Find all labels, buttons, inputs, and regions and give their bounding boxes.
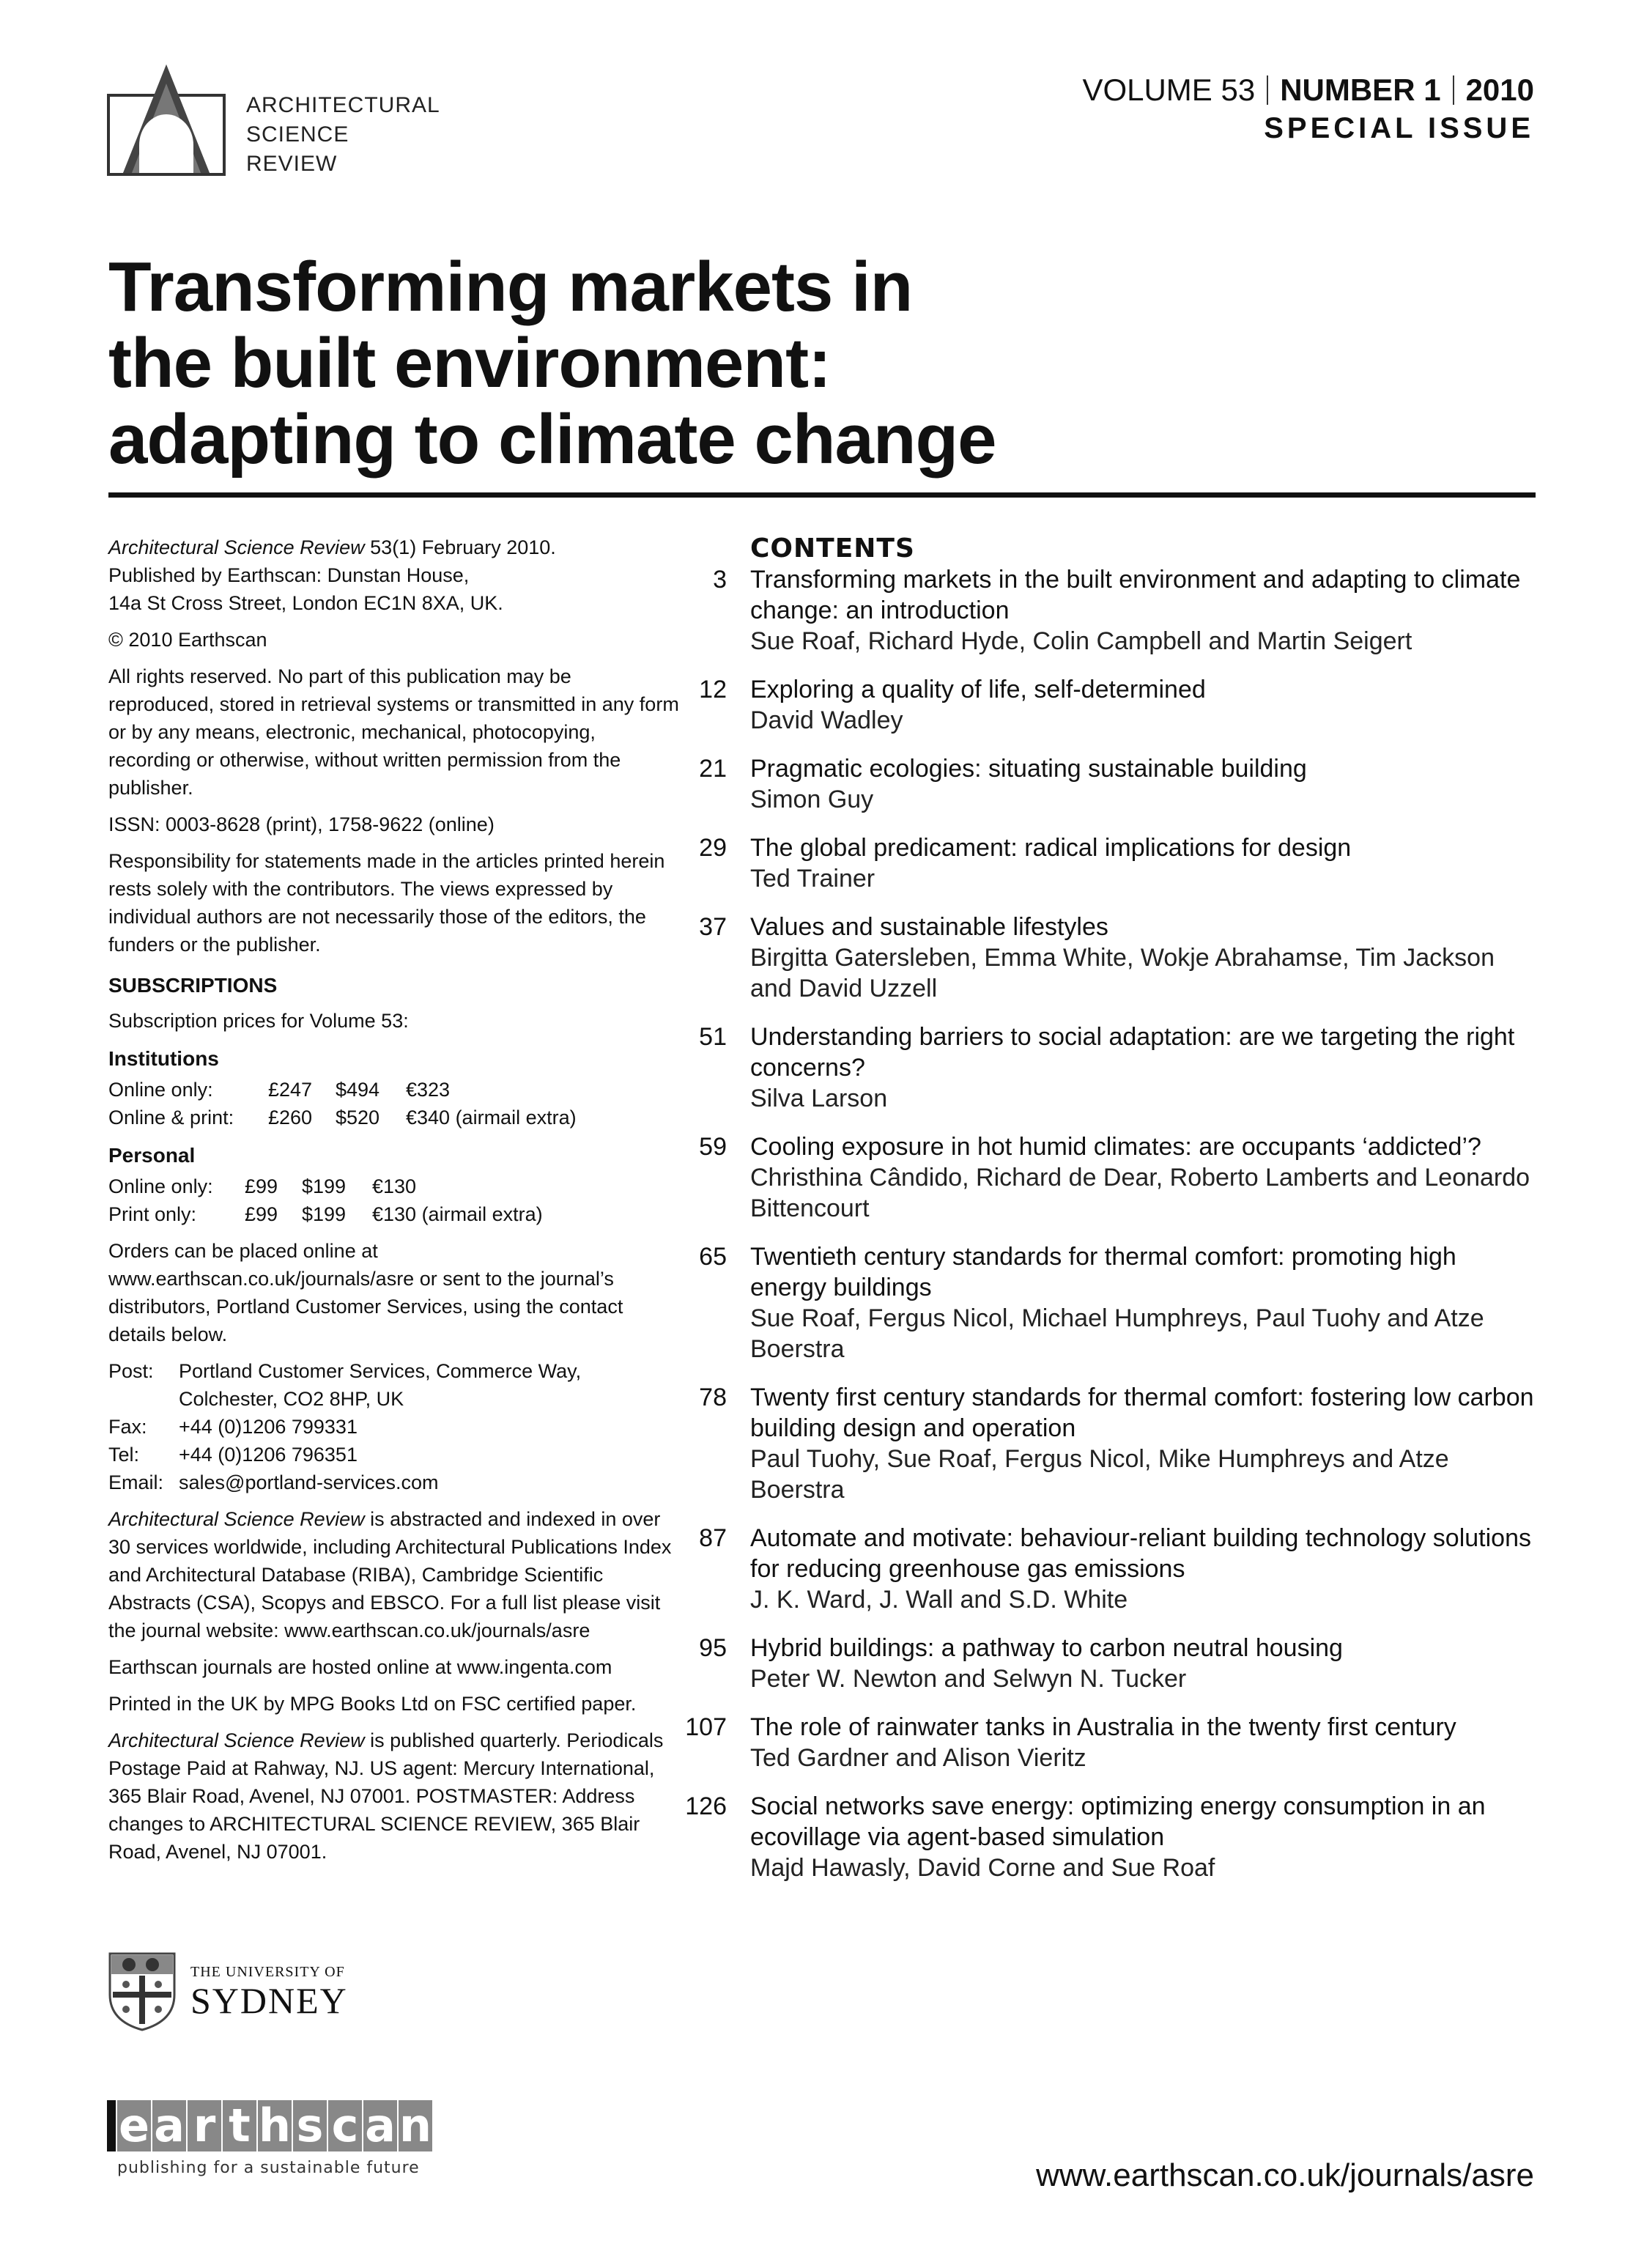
journal-name: Architectural Science Review <box>108 1508 365 1530</box>
university-crest-icon <box>107 1951 177 2031</box>
title-line: Transforming markets in <box>108 248 913 326</box>
contact-label: Post: <box>108 1360 154 1382</box>
issue-info <box>1082 72 1534 148</box>
entry-page-number: 78 <box>699 1384 727 1411</box>
contents-entry[interactable] <box>659 912 1539 1004</box>
wordmark-letter: r <box>188 2100 221 2151</box>
wordmark-letter: h <box>258 2099 292 2152</box>
number: NUMBER 1 <box>1280 73 1441 107</box>
contents-heading: CONTENTS <box>750 533 915 564</box>
entry-page-number: 21 <box>699 755 727 783</box>
entry-page-number: 59 <box>699 1133 727 1161</box>
entry-body <box>750 1633 1539 1694</box>
wordmark-letter: n <box>399 2099 432 2152</box>
entry-page-number: 3 <box>713 566 727 594</box>
entry-body <box>750 753 1539 815</box>
entry-authors: David Wadley <box>750 706 903 734</box>
entry-title: Twentieth century standards for thermal comfort: promoting high energy buildings <box>750 1243 1456 1301</box>
price-eur: €130 (airmail extra) <box>372 1203 543 1225</box>
entry-title: Transforming markets in the built environment and adapting to climate change: an introduction <box>750 566 1521 624</box>
journal-logo <box>107 63 473 180</box>
page-title <box>108 249 996 478</box>
price-gbp: £99 <box>245 1203 278 1225</box>
price-usd: $199 <box>302 1203 347 1225</box>
price-label: Print only: <box>108 1203 197 1225</box>
publisher-line: Published by Earthscan: Dunstan House, <box>108 564 470 586</box>
wordmark-bar <box>107 2100 116 2151</box>
responsibility-statement: Responsibility for statements made in the articles printed herein rests solely with the contributors. The views expressed by individual authors are not necessarily those of the editors, the funders or the publisher. <box>108 850 665 956</box>
entry-body <box>750 912 1539 1004</box>
printer-text: Printed in the UK by MPG Books Ltd on FSC certified paper. <box>108 1693 637 1715</box>
price-usd: $199 <box>302 1175 347 1197</box>
contact-value: Portland Customer Services, Commerce Way, Colchester, CO2 8HP, UK <box>179 1360 582 1410</box>
orders-text: Orders can be placed online at www.earthscan.co.uk/journals/asre or sent to the journal’s distributors, Portland Customer Services, using the contact details below. <box>108 1240 623 1345</box>
contact-label: Tel: <box>108 1444 140 1466</box>
entry-page-number: 126 <box>685 1792 727 1820</box>
entry-body <box>750 564 1539 657</box>
wordmark-letter: a <box>363 2100 397 2151</box>
contact-label: Fax: <box>108 1416 147 1438</box>
journal-url[interactable]: www.earthscan.co.uk/journals/asre <box>1036 2157 1534 2193</box>
title-line: the built environment: <box>108 324 831 402</box>
journal-name: Architectural Science Review <box>108 536 365 558</box>
price-row <box>108 1104 680 1131</box>
price-label: Online only: <box>108 1175 213 1197</box>
entry-body <box>750 1382 1539 1505</box>
contents-entry[interactable] <box>659 564 1539 657</box>
entry-authors: Simon Guy <box>750 786 874 813</box>
separator <box>1267 75 1268 105</box>
contact-value: sales@portland-services.com <box>179 1471 439 1493</box>
postage-text <box>108 1726 680 1866</box>
entry-title: Exploring a quality of life, self-determined <box>750 676 1206 703</box>
entry-authors: Ted Gardner and Alison Vieritz <box>750 1744 1086 1772</box>
entry-authors: Sue Roaf, Richard Hyde, Colin Campbell and Martin Seigert <box>750 627 1412 655</box>
price-eur: €323 <box>406 1079 451 1101</box>
arch-logo-icon <box>107 63 226 177</box>
entry-title: The role of rainwater tanks in Australia in the twenty first century <box>750 1713 1456 1741</box>
earthscan-logo <box>107 2100 451 2188</box>
personal-prices <box>108 1172 680 1228</box>
wordmark-letter: s <box>293 2100 327 2151</box>
entry-title: Social networks save energy: optimizing energy consumption in an ecovillage via agent-based simulation <box>750 1792 1486 1851</box>
separator <box>1453 75 1454 105</box>
earthscan-wordmark <box>107 2100 434 2151</box>
logo-line: SCIENCE <box>246 122 349 147</box>
contents-entry[interactable] <box>659 753 1539 815</box>
entry-page-number: 12 <box>699 676 727 703</box>
logo-line: REVIEW <box>246 152 338 176</box>
entry-authors: Silva Larson <box>750 1085 888 1112</box>
entry-title: Pragmatic ecologies: situating sustainable building <box>750 755 1307 783</box>
contents-entry[interactable] <box>659 674 1539 736</box>
contents-entry[interactable] <box>659 1712 1539 1773</box>
entry-page-number: 87 <box>699 1524 727 1552</box>
entry-title: Understanding barriers to social adaptation: are we targeting the right concerns? <box>750 1023 1515 1082</box>
wordmark-letter: e <box>118 2099 150 2152</box>
contents-entry[interactable] <box>659 1633 1539 1694</box>
price-usd: $494 <box>336 1079 380 1101</box>
subscriptions-intro: Subscription prices for Volume 53: <box>108 1010 409 1032</box>
entry-authors: Paul Tuohy, Sue Roaf, Fergus Nicol, Mike Humphreys and Atze Boerstra <box>750 1445 1449 1504</box>
year: 2010 <box>1465 73 1534 107</box>
price-usd: $520 <box>336 1107 380 1129</box>
contact-value: +44 (0)1206 796351 <box>179 1444 358 1466</box>
personal-heading: Personal <box>108 1144 196 1167</box>
entry-page-number: 107 <box>685 1713 727 1741</box>
entry-authors: Peter W. Newton and Selwyn N. Tucker <box>750 1665 1187 1693</box>
logo-wordmark <box>246 91 440 179</box>
publisher-line: 14a St Cross Street, London EC1N 8XA, UK. <box>108 592 503 614</box>
entry-body <box>750 1712 1539 1773</box>
contact-tel <box>108 1441 680 1469</box>
entry-authors: Birgitta Gatersleben, Emma White, Wokje Abrahamse, Tim Jackson and David Uzzell <box>750 944 1495 1002</box>
entry-page-number: 29 <box>699 834 727 862</box>
contents-entry[interactable] <box>659 832 1539 894</box>
contact-value: +44 (0)1206 799331 <box>179 1416 358 1438</box>
contents-entry[interactable] <box>659 1022 1539 1114</box>
institutions-heading: Institutions <box>108 1047 219 1070</box>
entry-page-number: 51 <box>699 1023 727 1051</box>
entry-title: Automate and motivate: behaviour-reliant building technology solutions for reducing greenhouse gas emissions <box>750 1524 1531 1583</box>
entry-body <box>750 674 1539 736</box>
contents-entry[interactable] <box>659 1241 1539 1364</box>
contents-list <box>659 564 1539 1883</box>
entry-body <box>750 832 1539 894</box>
special-issue-label: SPECIAL ISSUE <box>1264 112 1534 144</box>
contents-entry[interactable] <box>659 1131 1539 1224</box>
entry-body <box>750 1022 1539 1114</box>
entry-authors: J. K. Ward, J. Wall and S.D. White <box>750 1586 1128 1614</box>
journal-name: Architectural Science Review <box>108 1729 365 1751</box>
entry-title: Cooling exposure in hot humid climates: are occupants ‘addicted’? <box>750 1133 1481 1161</box>
wordmark-letter: c <box>328 2100 362 2151</box>
entry-title: Values and sustainable lifestyles <box>750 913 1108 941</box>
divider <box>108 492 1536 498</box>
hosting-text: Earthscan journals are hosted online at www.ingenta.com <box>108 1656 612 1678</box>
entry-title: Hybrid buildings: a pathway to carbon neutral housing <box>750 1634 1343 1662</box>
price-gbp: £260 <box>268 1107 313 1129</box>
entry-title: Twenty first century standards for thermal comfort: fostering low carbon building design and operation <box>750 1384 1534 1442</box>
university-name: SYDNEY <box>190 1980 348 2021</box>
price-eur: €340 (airmail extra) <box>406 1107 577 1129</box>
price-eur: €130 <box>372 1175 417 1197</box>
entry-body <box>750 1523 1539 1615</box>
entry-page-number: 65 <box>699 1243 727 1271</box>
university-small-text: THE UNIVERSITY OF <box>190 1964 345 1980</box>
earthscan-tagline: publishing for a sustainable future <box>117 2159 420 2177</box>
title-line: adapting to climate change <box>108 400 996 479</box>
entry-body <box>750 1241 1539 1364</box>
price-label: Online only: <box>108 1079 213 1101</box>
wordmark-letter: t <box>223 2100 256 2151</box>
entry-authors: Ted Trainer <box>750 865 875 893</box>
contact-label: Email: <box>108 1471 164 1493</box>
subscriptions-heading: SUBSCRIPTIONS <box>108 974 278 997</box>
contents-entry[interactable] <box>659 1523 1539 1615</box>
postage-detail: is published quarterly. Periodicals Postage Paid at Rahway, NJ. US agent: Mercury International, 365 Blair Road, Avenel, NJ 07001. POSTMASTER: Address changes to ARCHITECTURAL SCIENCE REVIEW, 365 Blair Road, Avenel, NJ 07001. <box>108 1729 664 1863</box>
copyright: © 2010 Earthscan <box>108 629 267 651</box>
publication-info <box>108 533 680 1874</box>
institutions-prices <box>108 1076 680 1131</box>
table-of-contents <box>659 533 1539 1901</box>
price-gbp: £99 <box>245 1175 278 1197</box>
entry-authors: Majd Hawasly, David Corne and Sue Roaf <box>750 1854 1215 1882</box>
price-label: Online & print: <box>108 1107 234 1129</box>
volume: VOLUME 53 <box>1082 73 1256 107</box>
contact-email <box>108 1469 680 1496</box>
citation-detail: 53(1) February 2010. <box>364 536 556 558</box>
entry-body <box>750 1791 1539 1883</box>
price-row <box>108 1076 680 1104</box>
entry-body <box>750 1131 1539 1224</box>
university-of-sydney-logo <box>107 1951 348 2031</box>
price-gbp: £247 <box>268 1079 313 1101</box>
price-row <box>108 1200 680 1228</box>
entry-page-number: 95 <box>699 1634 727 1662</box>
entry-authors: Sue Roaf, Fergus Nicol, Michael Humphreys, Paul Tuohy and Atze Boerstra <box>750 1304 1484 1363</box>
entry-page-number: 37 <box>699 913 727 941</box>
contact-fax <box>108 1413 680 1441</box>
contact-post <box>108 1357 680 1413</box>
contents-entry[interactable] <box>659 1382 1539 1505</box>
entry-title: The global predicament: radical implications for design <box>750 834 1352 862</box>
logo-line: ARCHITECTURAL <box>246 93 440 117</box>
entry-authors: Christhina Cândido, Richard de Dear, Roberto Lamberts and Leonardo Bittencourt <box>750 1164 1530 1222</box>
citation <box>108 533 680 617</box>
issn: ISSN: 0003-8628 (print), 1758-9622 (online) <box>108 813 495 835</box>
contact-details <box>108 1357 680 1496</box>
contents-entry[interactable] <box>659 1791 1539 1883</box>
indexing-detail: is abstracted and indexed in over 30 services worldwide, including Architectural Publications Index and Architectural Database (RIBA), Cambridge Scientific Abstracts (CSA), Scopys and EBSCO. For a full list please visit the journal website: www.earthscan.co.uk/journals/asre <box>108 1508 672 1641</box>
wordmark-letter: a <box>152 2100 186 2151</box>
indexing-text <box>108 1505 680 1644</box>
price-row <box>108 1172 680 1200</box>
rights-statement: All rights reserved. No part of this publication may be reproduced, stored in retrieval systems or transmitted in any form or by any means, electronic, mechanical, photocopying, recording or otherwise, without written permission from the publisher. <box>108 665 679 799</box>
